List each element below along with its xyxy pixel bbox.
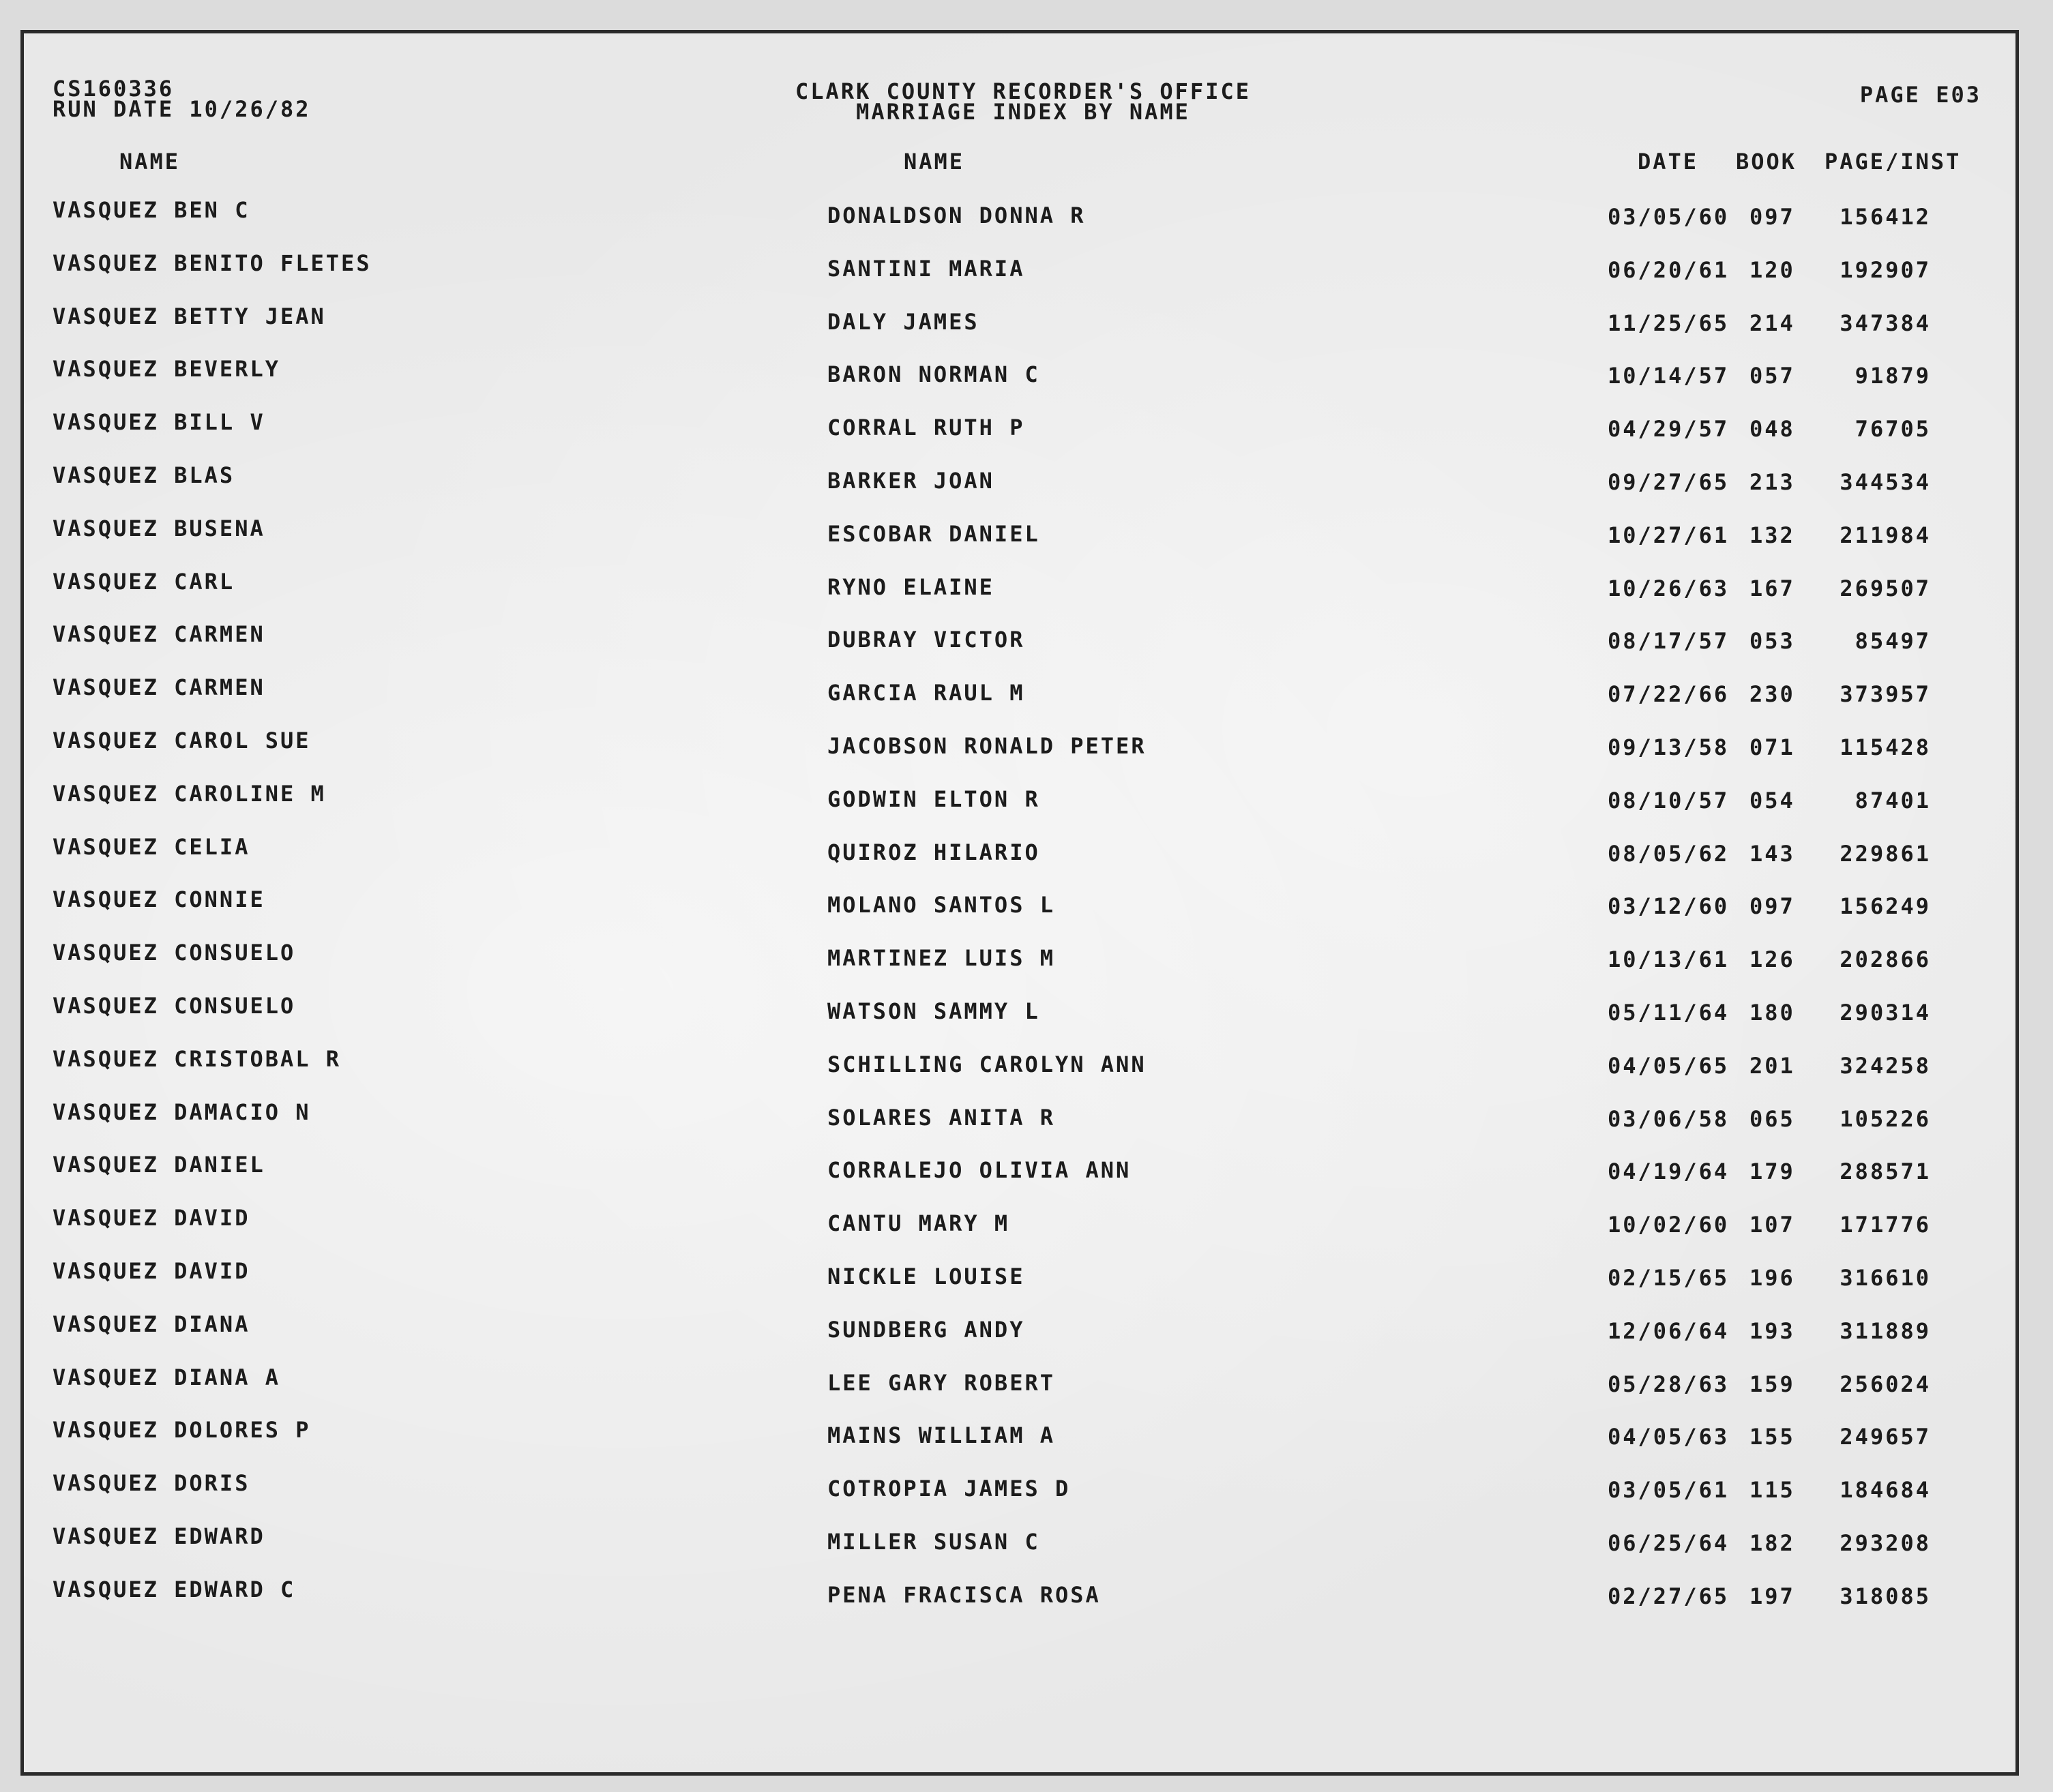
page-inst-cell: 311889: [1840, 1317, 1931, 1344]
book-cell: 159: [1749, 1371, 1795, 1397]
spouse-name-cell: CORRAL RUTH P: [827, 415, 1025, 441]
date-cell: 04/05/65: [1608, 1052, 1730, 1079]
table-row: [24, 356, 2019, 409]
table-row: [24, 728, 2019, 781]
column-header-book: BOOK: [1736, 149, 1797, 175]
spouse-name-cell: SCHILLING CAROLYN ANN: [827, 1051, 1147, 1077]
spouse-name-cell: CORRALEJO OLIVIA ANN: [827, 1157, 1132, 1184]
date-cell: 06/20/61: [1608, 256, 1730, 283]
date-cell: 10/13/61: [1608, 946, 1730, 973]
page-inst-cell: 318085: [1840, 1583, 1931, 1609]
table-row: [24, 1364, 2019, 1418]
date-cell: 07/22/66: [1608, 681, 1730, 708]
name-cell: VASQUEZ BENITO FLETES: [53, 250, 372, 276]
spouse-name-cell: DONALDSON DONNA R: [827, 203, 1086, 228]
name-cell: VASQUEZ BEVERLY: [53, 356, 280, 383]
name-cell: VASQUEZ CONSUELO: [53, 940, 296, 966]
report-header-center: [24, 78, 2019, 125]
column-header-date: DATE: [1638, 149, 1699, 175]
date-cell: 03/06/58: [1608, 1105, 1730, 1132]
book-cell: 179: [1749, 1159, 1795, 1185]
book-cell: 097: [1749, 204, 1795, 230]
run-date: RUN DATE 10/26/82: [53, 96, 311, 122]
page-inst-cell: 171776: [1840, 1212, 1931, 1238]
date-cell: 08/17/57: [1608, 628, 1730, 655]
name-cell: VASQUEZ EDWARD C: [53, 1576, 296, 1602]
book-cell: 048: [1749, 416, 1795, 443]
book-cell: 180: [1749, 999, 1795, 1026]
page-inst-cell: 269507: [1840, 575, 1931, 601]
page-inst-cell: 76705: [1855, 416, 1931, 443]
date-cell: 12/06/64: [1608, 1317, 1730, 1344]
table-row: [24, 303, 2019, 357]
name-cell: VASQUEZ BLAS: [53, 462, 235, 488]
date-cell: 10/02/60: [1608, 1212, 1730, 1238]
spouse-name-cell: LEE GARY ROBERT: [827, 1369, 1055, 1396]
table-row: [24, 1523, 2019, 1577]
table-row: [24, 621, 2019, 674]
page-inst-cell: 324258: [1840, 1052, 1931, 1079]
book-cell: 120: [1749, 256, 1795, 283]
book-cell: 054: [1749, 787, 1795, 813]
column-header-name: NAME: [119, 149, 181, 175]
page-number: PAGE E03: [1859, 82, 1981, 108]
date-cell: 11/25/65: [1608, 310, 1730, 336]
spouse-name-cell: WATSON SAMMY L: [827, 998, 1040, 1024]
table-row: [24, 516, 2019, 569]
table-row: [24, 462, 2019, 516]
date-cell: 05/28/63: [1608, 1371, 1730, 1397]
table-row: [24, 197, 2019, 250]
office-name: CLARK COUNTY RECORDER'S OFFICE: [795, 78, 1251, 104]
spouse-name-cell: SOLARES ANITA R: [827, 1104, 1055, 1131]
book-cell: 115: [1749, 1477, 1795, 1504]
book-cell: 057: [1749, 363, 1795, 389]
spouse-name-cell: QUIROZ HILARIO: [827, 839, 1040, 865]
date-cell: 03/12/60: [1608, 893, 1730, 920]
page-inst-cell: 256024: [1840, 1371, 1931, 1397]
name-cell: VASQUEZ DAVID: [53, 1257, 250, 1284]
index-rows: [24, 197, 2019, 1630]
spouse-name-cell: BARON NORMAN C: [827, 361, 1040, 388]
date-cell: 04/29/57: [1608, 416, 1730, 443]
book-cell: 132: [1749, 522, 1795, 548]
page-inst-cell: 105226: [1840, 1105, 1931, 1132]
report-title: MARRIAGE INDEX BY NAME: [856, 99, 1190, 125]
name-cell: VASQUEZ BETTY JEAN: [53, 303, 326, 329]
book-cell: 126: [1749, 946, 1795, 973]
spouse-name-cell: RYNO ELAINE: [827, 573, 994, 600]
spouse-name-cell: MILLER SUSAN C: [827, 1528, 1040, 1555]
page-inst-cell: 115428: [1840, 734, 1931, 760]
spouse-name-cell: PENA FRACISCA ROSA: [827, 1581, 1101, 1608]
page-inst-cell: 85497: [1855, 628, 1931, 655]
date-cell: 02/15/65: [1608, 1264, 1730, 1291]
table-row: [24, 993, 2019, 1046]
spouse-name-cell: DUBRAY VICTOR: [827, 627, 1025, 653]
name-cell: VASQUEZ CARMEN: [53, 674, 265, 701]
table-row: [24, 250, 2019, 303]
page-inst-cell: 347384: [1840, 310, 1931, 336]
document-frame: [20, 30, 2019, 1776]
page-inst-cell: 156412: [1840, 204, 1931, 230]
page-inst-cell: 373957: [1840, 681, 1931, 708]
name-cell: VASQUEZ CAROL SUE: [53, 727, 311, 753]
name-cell: VASQUEZ BILL V: [53, 409, 265, 436]
table-row: [24, 1205, 2019, 1258]
spouse-name-cell: GARCIA RAUL M: [827, 680, 1025, 706]
page-inst-cell: 229861: [1840, 840, 1931, 867]
name-cell: VASQUEZ DORIS: [53, 1470, 250, 1497]
table-row: [24, 886, 2019, 940]
table-row: [24, 1099, 2019, 1152]
date-cell: 05/11/64: [1608, 999, 1730, 1026]
table-row: [24, 674, 2019, 728]
table-row: [24, 781, 2019, 834]
date-cell: 04/05/63: [1608, 1424, 1730, 1450]
page-inst-cell: 211984: [1840, 522, 1931, 548]
name-cell: VASQUEZ EDWARD: [53, 1523, 265, 1549]
page-inst-cell: 290314: [1840, 999, 1931, 1026]
name-cell: VASQUEZ DAVID: [53, 1205, 250, 1231]
date-cell: 10/14/57: [1608, 363, 1730, 389]
table-row: [24, 1417, 2019, 1470]
page-inst-cell: 288571: [1840, 1159, 1931, 1185]
name-cell: VASQUEZ DAMACIO N: [53, 1099, 311, 1125]
table-row: [24, 569, 2019, 622]
date-cell: 03/05/60: [1608, 204, 1730, 230]
date-cell: 09/27/65: [1608, 468, 1730, 495]
book-cell: 193: [1749, 1317, 1795, 1344]
book-cell: 155: [1749, 1424, 1795, 1450]
table-row: [24, 1046, 2019, 1099]
spouse-name-cell: BARKER JOAN: [827, 467, 994, 494]
name-cell: VASQUEZ BEN C: [53, 197, 250, 223]
table-row: [24, 409, 2019, 462]
date-cell: 08/10/57: [1608, 787, 1730, 813]
page-inst-cell: 192907: [1840, 256, 1931, 283]
page-inst-cell: 249657: [1840, 1424, 1931, 1450]
table-row: [24, 940, 2019, 993]
name-cell: VASQUEZ CRISTOBAL R: [53, 1045, 342, 1072]
spouse-name-cell: MARTINEZ LUIS M: [827, 945, 1055, 972]
table-row: [24, 1577, 2019, 1630]
name-cell: VASQUEZ CELIA: [53, 833, 250, 860]
name-cell: VASQUEZ CARL: [53, 568, 235, 595]
spouse-name-cell: JACOBSON RONALD PETER: [827, 732, 1147, 759]
column-header-page-inst: PAGE/INST: [1825, 149, 1962, 175]
book-cell: 107: [1749, 1212, 1795, 1238]
table-row: [24, 1258, 2019, 1311]
book-cell: 214: [1749, 310, 1795, 336]
name-cell: VASQUEZ DIANA: [53, 1311, 250, 1337]
book-cell: 143: [1749, 840, 1795, 867]
book-cell: 053: [1749, 628, 1795, 655]
spouse-name-cell: ESCOBAR DANIEL: [827, 520, 1040, 547]
column-header-spouse-name: NAME: [904, 149, 965, 175]
date-cell: 03/05/61: [1608, 1477, 1730, 1504]
spouse-name-cell: SANTINI MARIA: [827, 255, 1025, 282]
book-cell: 071: [1749, 734, 1795, 760]
spouse-name-cell: SUNDBERG ANDY: [827, 1316, 1025, 1343]
book-cell: 230: [1749, 681, 1795, 708]
table-row: [24, 1470, 2019, 1523]
name-cell: VASQUEZ CONSUELO: [53, 992, 296, 1019]
date-cell: 02/27/65: [1608, 1583, 1730, 1609]
page-inst-cell: 184684: [1840, 1477, 1931, 1504]
page-inst-cell: 344534: [1840, 468, 1931, 495]
date-cell: 04/19/64: [1608, 1159, 1730, 1185]
page-inst-cell: 91879: [1855, 363, 1931, 389]
table-row: [24, 834, 2019, 887]
book-cell: 213: [1749, 468, 1795, 495]
name-cell: VASQUEZ CAROLINE M: [53, 780, 326, 807]
table-row: [24, 1311, 2019, 1364]
book-cell: 167: [1749, 575, 1795, 601]
page-inst-cell: 87401: [1855, 787, 1931, 813]
table-row: [24, 1152, 2019, 1205]
book-cell: 197: [1749, 1583, 1795, 1609]
date-cell: 09/13/58: [1608, 734, 1730, 760]
book-cell: 182: [1749, 1529, 1795, 1556]
book-cell: 097: [1749, 893, 1795, 920]
name-cell: VASQUEZ DANIEL: [53, 1152, 265, 1178]
name-cell: VASQUEZ DIANA A: [53, 1364, 280, 1390]
spouse-name-cell: CANTU MARY M: [827, 1210, 1010, 1237]
date-cell: 06/25/64: [1608, 1529, 1730, 1556]
spouse-name-cell: MAINS WILLIAM A: [827, 1422, 1055, 1449]
name-cell: VASQUEZ BUSENA: [53, 515, 265, 541]
spouse-name-cell: NICKLE LOUISE: [827, 1263, 1025, 1289]
book-cell: 201: [1749, 1052, 1795, 1079]
book-cell: 196: [1749, 1264, 1795, 1291]
spouse-name-cell: MOLANO SANTOS L: [827, 892, 1055, 919]
date-cell: 10/26/63: [1608, 575, 1730, 601]
page-inst-cell: 316610: [1840, 1264, 1931, 1291]
page-inst-cell: 293208: [1840, 1529, 1931, 1556]
name-cell: VASQUEZ CARMEN: [53, 621, 265, 648]
spouse-name-cell: DALY JAMES: [827, 308, 979, 335]
name-cell: VASQUEZ CONNIE: [53, 886, 265, 913]
spouse-name-cell: GODWIN ELTON R: [827, 786, 1040, 812]
name-cell: VASQUEZ DOLORES P: [53, 1417, 311, 1444]
page-inst-cell: 202866: [1840, 946, 1931, 973]
program-id: CS160336: [53, 76, 175, 102]
page-inst-cell: 156249: [1840, 893, 1931, 920]
date-cell: 10/27/61: [1608, 522, 1730, 548]
spouse-name-cell: COTROPIA JAMES D: [827, 1476, 1071, 1502]
date-cell: 08/05/62: [1608, 840, 1730, 867]
book-cell: 065: [1749, 1105, 1795, 1132]
